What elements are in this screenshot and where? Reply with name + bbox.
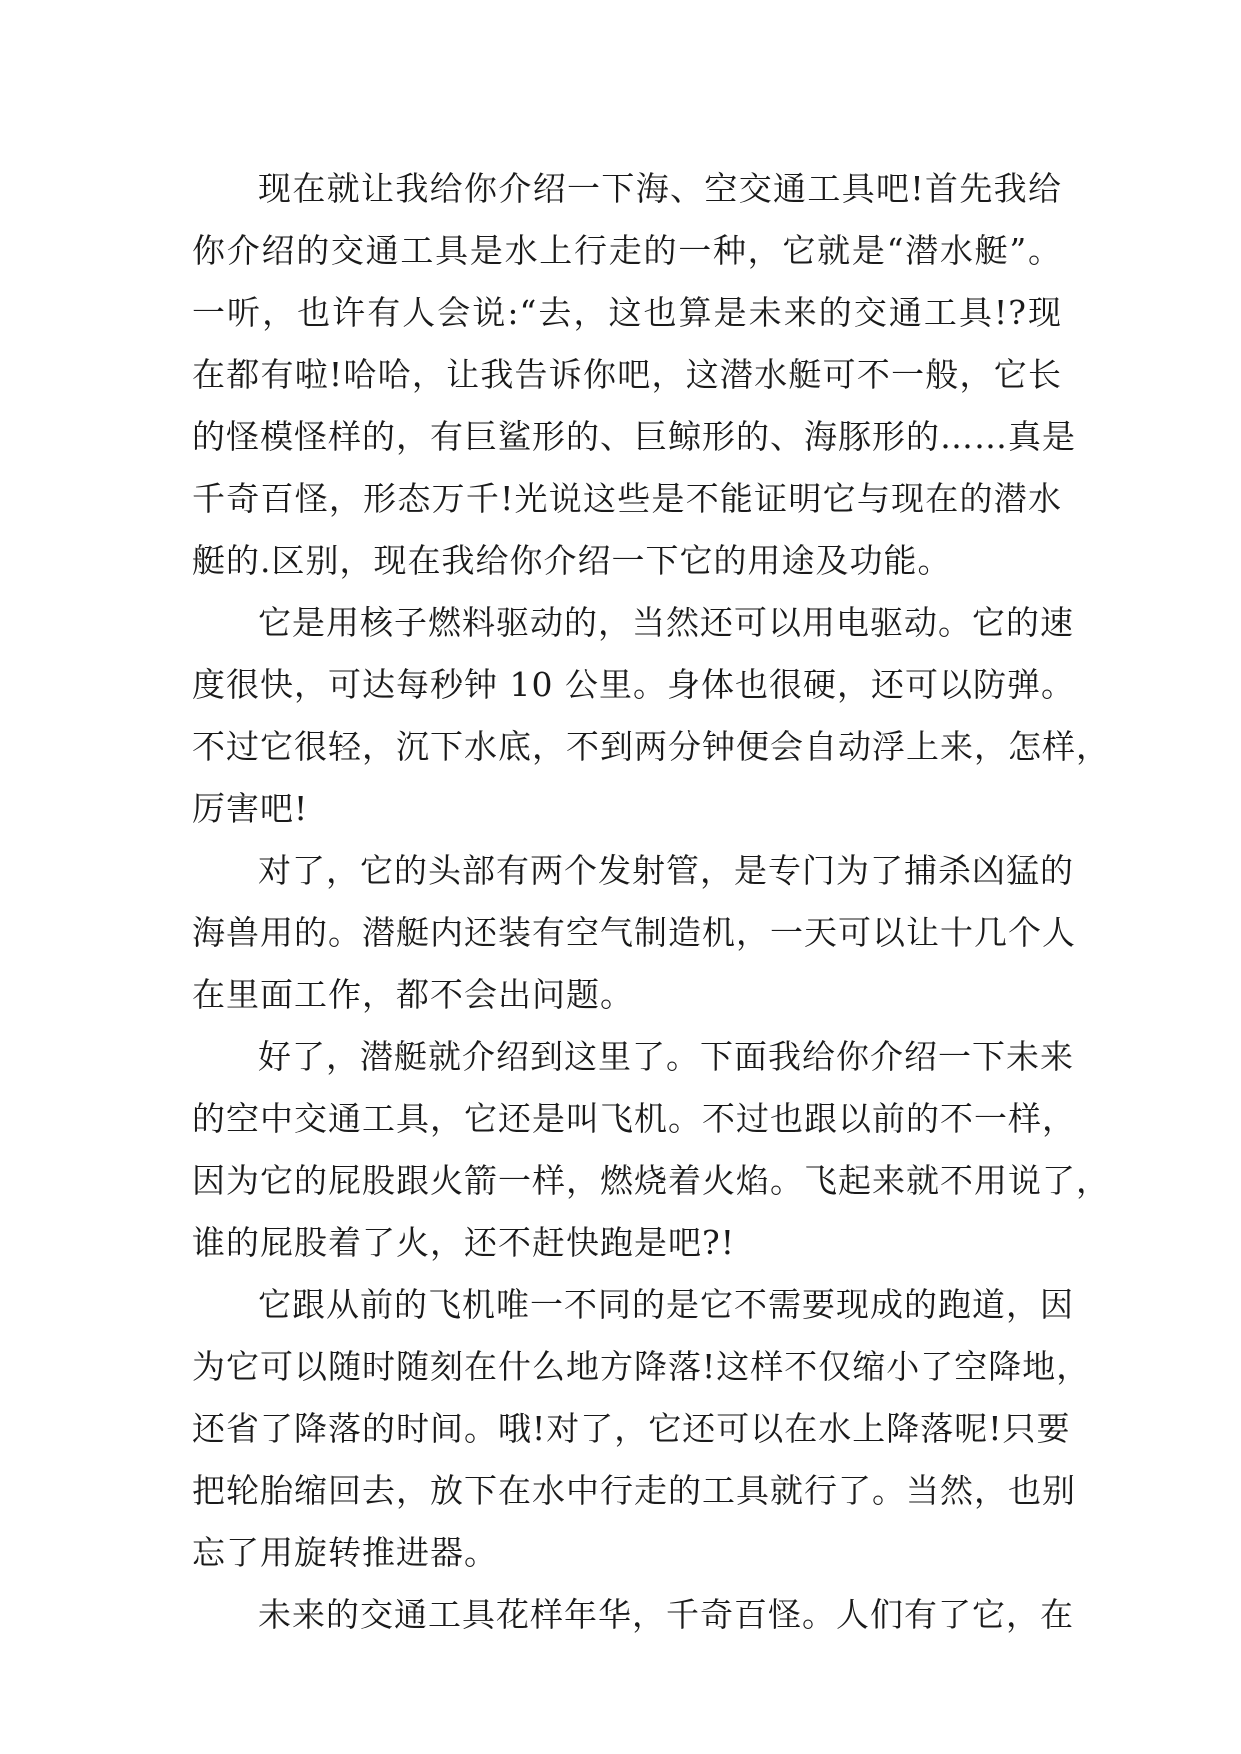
text-line: 未来的交通工具花样年华，千奇百怪。人们有了它，在 xyxy=(258,1595,1074,1634)
paragraph-3 xyxy=(192,840,1076,1026)
paragraph-6 xyxy=(192,1584,1074,1646)
text-line: 在里面工作，都不会出问题。 xyxy=(192,975,634,1014)
text-line: 不过它很轻，沉下水底，不到两分钟便会自动浮上来，怎样， xyxy=(192,727,1110,766)
paragraph-4 xyxy=(192,1026,1110,1274)
text-line: 在都有啦!哈哈，让我告诉你吧，这潜水艇可不一般，它长 xyxy=(192,355,1062,394)
text-line: 你介绍的交通工具是水上行走的一种，它就是“潜水艇”。 xyxy=(192,231,1062,270)
text-line: 还省了降落的时间。哦!对了，它还可以在水上降落呢!只要 xyxy=(192,1409,1071,1448)
text-line: 谁的屁股着了火，还不赶快跑是吧?! xyxy=(192,1223,735,1262)
text-line: 现在就让我给你介绍一下海、空交通工具吧!首先我给 xyxy=(258,169,1062,208)
paragraph-5 xyxy=(192,1274,1091,1584)
text-line: 对了，它的头部有两个发射管，是专门为了捕杀凶猛的 xyxy=(258,851,1074,890)
text-line: 忘了用旋转推进器。 xyxy=(192,1533,498,1572)
text-line: 把轮胎缩回去，放下在水中行走的工具就行了。当然，也别 xyxy=(192,1471,1076,1510)
text-line: 它跟从前的飞机唯一不同的是它不需要现成的跑道，因 xyxy=(258,1285,1074,1324)
text-line: 一听，也许有人会说:“去，这也算是未来的交通工具!?现 xyxy=(192,293,1062,332)
text-line: 为它可以随时随刻在什么地方降落!这样不仅缩小了空降地， xyxy=(192,1347,1091,1386)
text-line: 的空中交通工具，它还是叫飞机。不过也跟以前的不一样， xyxy=(192,1099,1076,1138)
text-line: 厉害吧! xyxy=(192,789,309,828)
paragraph-1 xyxy=(192,158,1076,592)
body-text xyxy=(192,158,1110,1646)
text-line: 度很快，可达每秒钟 10 公里。身体也很硬，还可以防弹。 xyxy=(192,665,1075,704)
paragraph-2 xyxy=(192,592,1110,840)
text-line: 艇的.区别，现在我给你介绍一下它的用途及功能。 xyxy=(192,541,952,580)
text-line: 海兽用的。潜艇内还装有空气制造机，一天可以让十几个人 xyxy=(192,913,1076,952)
text-line: 好了，潜艇就介绍到这里了。下面我给你介绍一下未来 xyxy=(258,1037,1074,1076)
text-line: 因为它的屁股跟火箭一样，燃烧着火焰。飞起来就不用说了， xyxy=(192,1161,1110,1200)
text-line: 的怪模怪样的，有巨鲨形的、巨鲸形的、海豚形的……真是 xyxy=(192,417,1076,456)
text-line: 它是用核子燃料驱动的，当然还可以用电驱动。它的速 xyxy=(258,603,1074,642)
text-line: 千奇百怪，形态万千!光说这些是不能证明它与现在的潜水 xyxy=(192,479,1062,518)
